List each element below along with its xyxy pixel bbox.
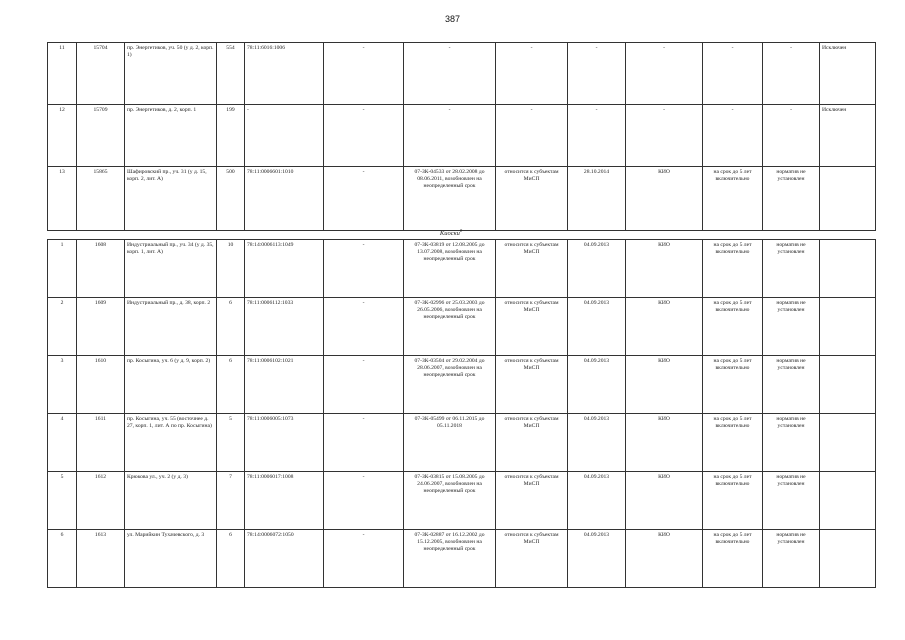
table-cell: норматив не установлен	[763, 414, 820, 472]
table-cell: -	[703, 105, 763, 167]
table-cell: -	[568, 105, 626, 167]
table-cell	[820, 472, 876, 530]
table-cell: 04.09.2013	[568, 472, 626, 530]
table-cell: 5	[217, 414, 245, 472]
table-cell: относится к субъектам МиСП	[496, 356, 568, 414]
section-title-footnote: 8	[459, 228, 463, 233]
table-cell: КИО	[626, 530, 703, 588]
table-cell: 04.09.2013	[568, 414, 626, 472]
table-cell: 07-ЗК-02887 от 16.12.2002 до 15.12.2005, возобновлен на неопределенный срок	[404, 530, 496, 588]
table-cell: КИО	[626, 167, 703, 231]
table-cell: -	[404, 105, 496, 167]
table-cell: 07-ЗК-03819 от 12.08.2005 до 13.07.2008, возобновлен на неопределенный срок	[404, 240, 496, 298]
registry-table-top-body	[48, 43, 876, 231]
table-cell: 1611	[77, 414, 125, 472]
table-cell: -	[324, 43, 404, 105]
table-cell: 15704	[77, 43, 125, 105]
table-cell: 1610	[77, 356, 125, 414]
table-cell: -	[245, 105, 324, 167]
table-cell: КИО	[626, 472, 703, 530]
table-cell: на срок до 5 лет включительно	[703, 356, 763, 414]
table-cell: 28.10.2014	[568, 167, 626, 231]
table-cell: пр. Энергетиков, д. 2, корп. 1	[125, 105, 217, 167]
table-cell: -	[626, 105, 703, 167]
table-cell: относится к субъектам МиСП	[496, 298, 568, 356]
table-cell: 5	[48, 472, 77, 530]
table-cell: 78:11:0006601:1010	[245, 167, 324, 231]
table-cell: на срок до 5 лет включительно	[703, 298, 763, 356]
table-cell	[820, 167, 876, 231]
table-cell: -	[626, 43, 703, 105]
table-cell	[820, 240, 876, 298]
table-cell: 07-ЗК-03815 от 15.08.2005 до 24.06.2007, возобновлен на неопределенный срок	[404, 472, 496, 530]
table-cell: 2	[48, 298, 77, 356]
table-row	[48, 356, 876, 414]
table-cell: -	[324, 356, 404, 414]
table-cell: норматив не установлен	[763, 167, 820, 231]
table-row	[48, 240, 876, 298]
table-cell: 12	[48, 105, 77, 167]
table-cell: 199	[217, 105, 245, 167]
table-cell: норматив не установлен	[763, 240, 820, 298]
table-cell	[820, 530, 876, 588]
table-cell: норматив не установлен	[763, 472, 820, 530]
table-cell: 07-ЗК-05499 от 06.11.2015 до 05.11.2018	[404, 414, 496, 472]
table-cell: -	[324, 167, 404, 231]
table-cell: 13	[48, 167, 77, 231]
table-cell: -	[763, 105, 820, 167]
table-cell: Исключен	[820, 105, 876, 167]
table-cell: 6	[217, 356, 245, 414]
table-cell: 1608	[77, 240, 125, 298]
table-row	[48, 530, 876, 588]
table-cell: 78:14:0006072:1050	[245, 530, 324, 588]
table-cell: 4	[48, 414, 77, 472]
table-cell: на срок до 5 лет включительно	[703, 240, 763, 298]
table-cell: КИО	[626, 414, 703, 472]
table-cell: 78:11:0006017:1008	[245, 472, 324, 530]
registry-table-top	[47, 42, 876, 231]
table-cell: 10	[217, 240, 245, 298]
table-cell: -	[763, 43, 820, 105]
table-cell: относится к субъектам МиСП	[496, 472, 568, 530]
table-cell: на срок до 5 лет включительно	[703, 167, 763, 231]
table-cell: -	[324, 472, 404, 530]
table-cell: пр. Косыгина, уч. 55 (восточнее д. 27, корп. 1, лит. А по пр. Косыгина)	[125, 414, 217, 472]
table-cell: 78:11:6016:1006	[245, 43, 324, 105]
section-title-text: Киоски	[439, 230, 460, 238]
table-cell: Исключен	[820, 43, 876, 105]
table-cell: 7	[217, 472, 245, 530]
table-cell: 1	[48, 240, 77, 298]
table-cell: на срок до 5 лет включительно	[703, 472, 763, 530]
section-title	[47, 228, 855, 237]
table-cell: пр. Энергетиков, уч. 50 (у д. 2, корп. 1)	[125, 43, 217, 105]
table-cell: 6	[217, 530, 245, 588]
table-cell: 07-ЗК-02996 от 25.03.2003 до 26.05.2006, возобновлен на неопределенный срок	[404, 298, 496, 356]
table-cell: норматив не установлен	[763, 356, 820, 414]
table-cell: 500	[217, 167, 245, 231]
table-cell: -	[324, 530, 404, 588]
registry-table-kiosks-body	[48, 240, 876, 588]
table-cell: 78:14:0006113:1049	[245, 240, 324, 298]
table-cell: 15865	[77, 167, 125, 231]
table-cell: пр. Косыгина, уч. 6 (у д. 9, корп. 2)	[125, 356, 217, 414]
registry-table-kiosks	[47, 239, 876, 588]
table-cell	[820, 356, 876, 414]
table-cell: относится к субъектам МиСП	[496, 240, 568, 298]
table-cell: 11	[48, 43, 77, 105]
table-cell: 3	[48, 356, 77, 414]
table-row	[48, 43, 876, 105]
table-cell: 1613	[77, 530, 125, 588]
table-cell: -	[703, 43, 763, 105]
table-row	[48, 105, 876, 167]
table-cell: КИО	[626, 298, 703, 356]
table-cell: Крюкова ул., уч. 2 (у д. 3)	[125, 472, 217, 530]
table-cell: 15709	[77, 105, 125, 167]
table-row	[48, 167, 876, 231]
table-cell: 78:11:0006102:1021	[245, 356, 324, 414]
table-cell: -	[404, 43, 496, 105]
table-cell: 6	[217, 298, 245, 356]
table-cell: на срок до 5 лет включительно	[703, 530, 763, 588]
table-cell: 6	[48, 530, 77, 588]
table-cell: 04.09.2013	[568, 240, 626, 298]
table-cell: ул. Марийкин Тухачевского, д. 3	[125, 530, 217, 588]
page-number: 387	[444, 14, 461, 24]
table-cell: -	[324, 240, 404, 298]
table-cell: -	[568, 43, 626, 105]
table-row	[48, 472, 876, 530]
table-cell: -	[324, 298, 404, 356]
table-cell: относится к субъектам МиСП	[496, 167, 568, 231]
table-cell	[820, 298, 876, 356]
table-cell: 78:11:0006005:1073	[245, 414, 324, 472]
table-cell: -	[324, 414, 404, 472]
table-cell: относится к субъектам МиСП	[496, 530, 568, 588]
table-cell: Индустриальный пр., уч. 34 (у д. 35, корп. 1, лит. А)	[125, 240, 217, 298]
table-row	[48, 414, 876, 472]
table-cell: норматив не установлен	[763, 530, 820, 588]
table-cell: 04.09.2013	[568, 298, 626, 356]
table-cell	[820, 414, 876, 472]
table-cell: 78:11:0006112:1033	[245, 298, 324, 356]
table-cell: относится к субъектам МиСП	[496, 414, 568, 472]
table-cell: 07-ЗК-03504 от 29.02.2004 до 28.06.2007, возобновлен на неопределенный срок	[404, 356, 496, 414]
table-cell: -	[496, 43, 568, 105]
table-cell: 07-ЗК-04533 от 28.02.2008 до 08.06.2011, возобновлен на неопределенный срок	[404, 167, 496, 231]
table-cell: КИО	[626, 240, 703, 298]
table-cell: 1612	[77, 472, 125, 530]
table-cell: норматив не установлен	[763, 298, 820, 356]
table-cell: 1609	[77, 298, 125, 356]
table-cell: КИО	[626, 356, 703, 414]
table-cell: 04.09.2013	[568, 356, 626, 414]
table-cell: 554	[217, 43, 245, 105]
table-row	[48, 298, 876, 356]
table-cell: Индустриальный пр., д. 38, корп. 2	[125, 298, 217, 356]
table-cell: -	[324, 105, 404, 167]
table-cell: 04.09.2013	[568, 530, 626, 588]
table-cell: Шафировский пр., уч. 31 (у д. 15, корп. 2, лит. А)	[125, 167, 217, 231]
table-cell: на срок до 5 лет включительно	[703, 414, 763, 472]
table-cell: -	[496, 105, 568, 167]
